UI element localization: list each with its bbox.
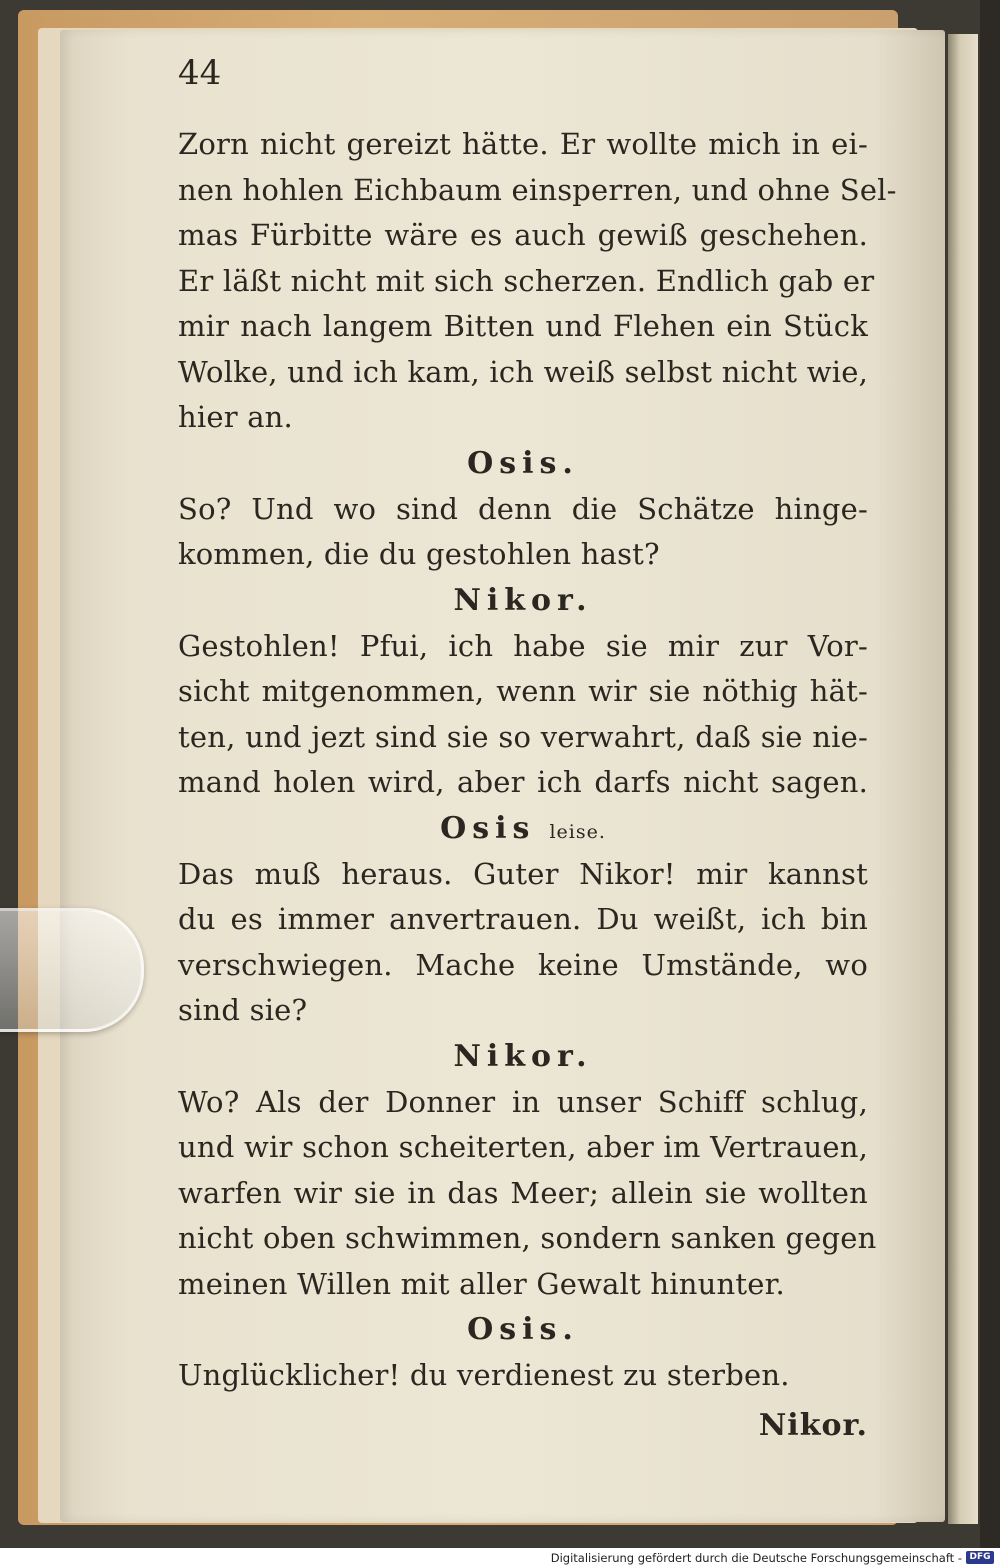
speaker-heading: Nikor. [453, 1038, 593, 1074]
text-line: nen hohlen Eichbaum einsperren, und ohne Sel- [178, 172, 897, 207]
text-line: ten, und jezt sind sie so verwahrt, daß sie nie- [178, 719, 868, 754]
text-line: mas Fürbitte wäre es auch gewiß geschehen. [178, 218, 868, 252]
text-line: Wolke, und ich kam, ich weiß selbst nicht wie, [178, 354, 868, 389]
page-number: 44 [178, 53, 222, 93]
text-line: sicht mitgenommen, wenn wir sie nöthig hät- [178, 674, 868, 708]
paragraph-1 [178, 122, 897, 441]
text-line: Er läßt nicht mit sich scherzen. Endlich gab er [178, 263, 875, 298]
text-line: kommen, die du gestohlen hast? [178, 537, 660, 571]
speaker-heading [178, 806, 868, 852]
text-line: meinen Willen mit aller Gewalt hinunter. [178, 1266, 785, 1301]
speaker-heading: Nikor. [453, 582, 593, 618]
paragraph-2 [178, 487, 868, 578]
page-clip-icon [0, 908, 144, 1032]
paragraph-3 [178, 624, 868, 806]
speaker-heading: Osis. [467, 1312, 579, 1347]
text-line: sind sie? [178, 993, 308, 1027]
text-line: du es immer anvertrauen. Du weißt, ich bin [178, 902, 868, 936]
text-line: Wo? Als der Donner in unser Schiff schlug, [178, 1084, 868, 1119]
text-line: Das muß heraus. Guter Nikor! mir kannst [178, 856, 868, 891]
text-line: mand holen wird, aber ich darfs nicht sagen. [178, 765, 868, 799]
footer-bar [0, 1548, 1000, 1568]
funding-credit: Digitalisierung gefördert durch die Deutsche Forschungsgemeinschaft - [550, 1551, 962, 1565]
speaker-name: Osis [440, 810, 536, 846]
dfg-logo-icon: DFG [966, 1551, 994, 1564]
speaker-heading: Osis. [467, 445, 579, 481]
paragraph-4 [178, 852, 868, 1034]
facing-page-edge [948, 34, 978, 1524]
text-line: Zorn nicht gereizt hätte. Er wollte mich in ei- [178, 127, 868, 161]
text-line: mir nach langem Bitten und Flehen ein Stück [178, 309, 868, 343]
text-line: warfen wir sie in das Meer; allein sie wollten [178, 1175, 868, 1210]
catchword: Nikor. [758, 1407, 868, 1443]
paragraph-6 [178, 1353, 868, 1399]
text-line: Unglücklicher! du verdienest zu sterben. [178, 1358, 790, 1392]
text-line: hier an. [178, 400, 293, 434]
paragraph-5 [178, 1080, 877, 1308]
page-text [178, 50, 897, 1449]
text-line: Gestohlen! Pfui, ich habe sie mir zur Vor- [178, 628, 868, 663]
text-line: So? Und wo sind denn die Schätze hinge- [178, 491, 868, 526]
text-line: verschwiegen. Mache keine Umstände, wo [178, 947, 868, 982]
text-line: nicht oben schwimmen, sondern sanken gegen [178, 1221, 877, 1255]
text-line: und wir schon scheiterten, aber im Vertrauen, [178, 1130, 868, 1164]
stage-direction: leise. [549, 820, 606, 843]
scan-background [980, 0, 1000, 1548]
